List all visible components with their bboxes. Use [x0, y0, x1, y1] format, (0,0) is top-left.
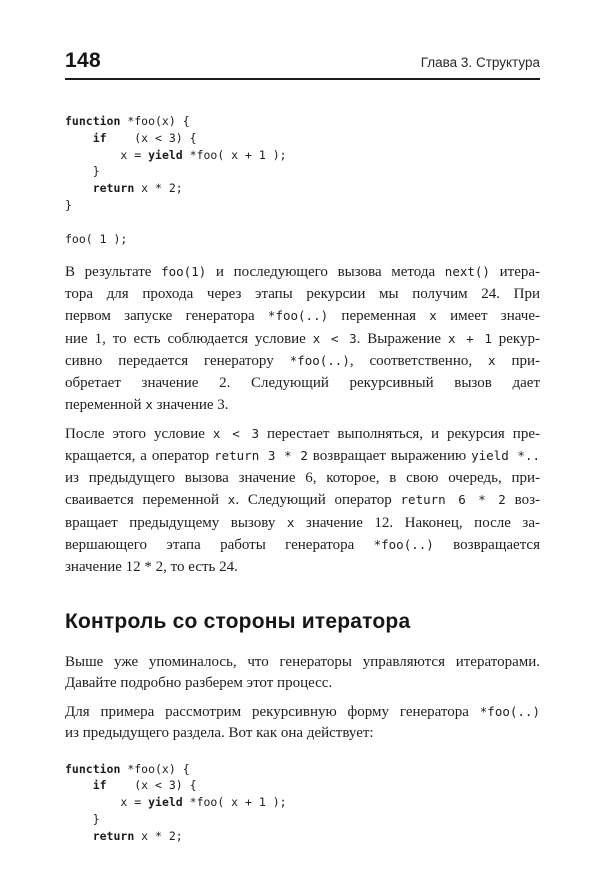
text-line: из предыдущего вызова значение 6, которое, в свою очередь, при- [65, 469, 540, 486]
text-line: вершающего этапа работы генератора *foo(..) возвращается [65, 537, 540, 554]
text-line: После этого условие x < 3 перестает выполняться, и рекурсия пре- [65, 425, 540, 442]
section-heading: Контроль со стороны итератора [65, 610, 411, 634]
code-block-recursive-generator-repeat [65, 761, 540, 845]
text-line: return x * 2; [92, 828, 183, 843]
page-number: 148 [65, 49, 101, 72]
page-header [65, 50, 540, 80]
text-line [65, 214, 540, 231]
text-line: сваивается переменной x. Следующий оператор return 6 * 2 воз- [65, 492, 540, 509]
code-block-recursive-generator [65, 113, 540, 247]
text-line: foo( 1 ); [65, 231, 128, 246]
text-line: сивно передается генератору *foo(..), соответственно, x при- [65, 353, 540, 370]
text-line: x = yield *foo( x + 1 ); [65, 795, 287, 810]
text-line: if (x < 3) { [92, 778, 197, 793]
text-line: } [65, 811, 100, 826]
text-line: кращается, а оператор return 3 * 2 возвращает выражению yield *.. [65, 448, 541, 465]
paragraph-recursion-unwind [65, 423, 540, 579]
text-line: В результате foo(1) и последующего вызова метода next() итера- [65, 264, 541, 281]
text-line: } [65, 197, 72, 212]
text-line: Для примера рассмотрим рекурсивную форму генератора *foo(..) [65, 703, 540, 720]
paragraph-recursion-result [65, 261, 540, 417]
text-line: вращает предыдущему вызову x значение 12. Наконец, после за- [65, 514, 540, 531]
text-line: return x * 2; [92, 181, 183, 196]
text-line: обретает значение 2. Следующий рекурсивный вызов дает [65, 374, 540, 391]
text-line: ние 1, то есть соблюдается условие x < 3. Выражение x + 1 рекур- [65, 330, 540, 347]
text-line: значение 12 * 2, то есть 24. [65, 558, 238, 575]
text-line: Давайте подробно разберем этот процесс. [65, 675, 333, 692]
text-line: Выше уже упоминалось, что генераторы управляются итераторами. [65, 653, 540, 670]
text-line: из предыдущего раздела. Вот как она действует: [65, 725, 374, 742]
text-line: переменной x значение 3. [65, 397, 229, 414]
text-line: function *foo(x) { [65, 761, 190, 776]
text-line: if (x < 3) { [92, 130, 197, 145]
text-line: function *foo(x) { [65, 114, 190, 128]
text-line: } [65, 164, 100, 179]
paragraph-example-lead-in [65, 701, 540, 745]
text-line: тора для прохода через этапы рекурсии мы получим 24. При [65, 285, 540, 302]
text-line: первом запуске генератора *foo(..) переменная x имеет значе- [65, 308, 540, 325]
text-line: x = yield *foo( x + 1 ); [65, 147, 287, 162]
chapter-title: Глава 3. Структура [420, 54, 540, 70]
paragraph-iterator-intro [65, 652, 540, 695]
